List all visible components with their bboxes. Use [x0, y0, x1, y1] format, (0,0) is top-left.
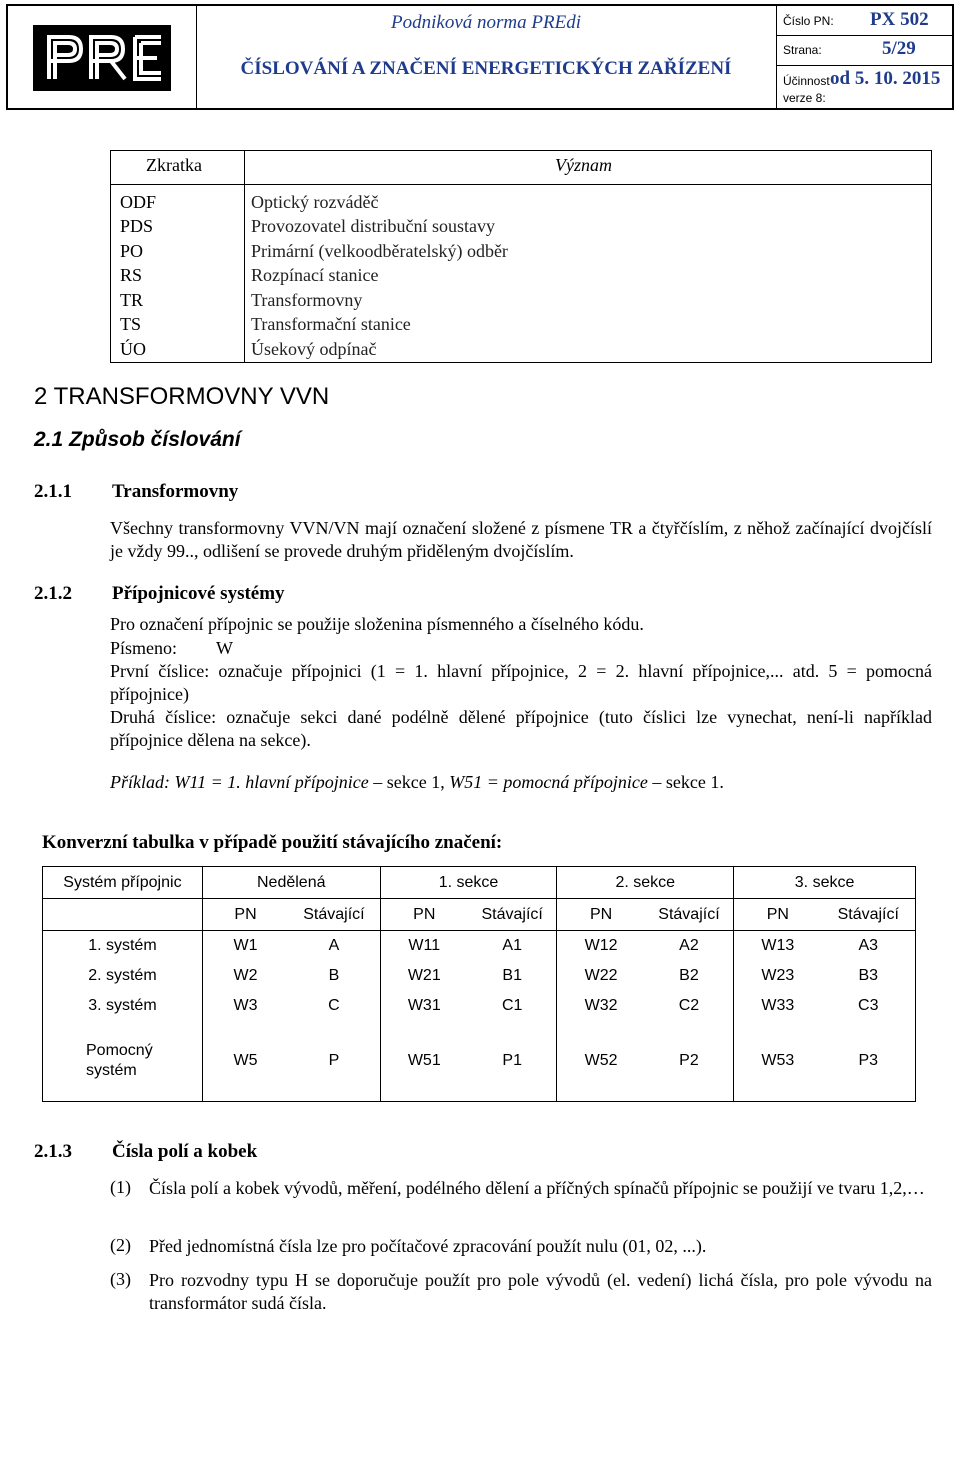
subsection-heading: 2.1 Způsob číslování	[34, 428, 241, 451]
cell: B3	[822, 961, 916, 991]
section-title: Transformovny	[112, 481, 239, 502]
header-stav: Stávající	[822, 899, 916, 931]
abbr-code: TS	[120, 314, 142, 334]
cell: B2	[645, 961, 734, 991]
cell: W22	[584, 966, 618, 984]
list-item: Čísla polí a kobek vývodů, měření, podélného dělení a příčných spínačů přípojnic se použijí ve tvaru 1,2,…	[149, 1178, 925, 1198]
cell: W2	[233, 966, 258, 984]
example-part: Příklad: W11 = 1. hlavní přípojnice	[110, 772, 369, 792]
cell: W13	[761, 936, 795, 954]
cell: C1	[468, 991, 557, 1021]
cell: W51	[380, 1021, 468, 1102]
example-part: – sekce 1.	[647, 772, 724, 792]
section-heading: 2 TRANSFORMOVNY VVN	[34, 383, 330, 410]
paragraph: Druhá číslice: označuje sekci dané podélně dělené přípojnice (tuto číslici lze vynechat, není-li například přípojnice dělena na sekce).	[110, 707, 932, 750]
cell: W1	[233, 936, 258, 954]
cell: W33	[761, 996, 795, 1014]
document-header	[6, 4, 954, 110]
empty-cell	[43, 899, 203, 931]
abbr-code: TR	[120, 290, 144, 310]
abbr-meaning: Transformovny	[251, 290, 363, 310]
header-pn: PN	[202, 899, 288, 931]
cell: A3	[822, 931, 916, 961]
table-row	[43, 1021, 916, 1102]
header-info-cell	[776, 6, 954, 108]
paragraph: První číslice: označuje přípojnici (1 = 1. hlavní přípojnice, 2 = 2. hlavní přípojnice,... atd. 5 = pomocná přípojnice)	[110, 661, 932, 704]
cell: A1	[468, 931, 557, 961]
pre-logo	[33, 25, 171, 91]
abbr-code: RS	[120, 265, 143, 285]
ucinnost-label: Účinnost	[783, 74, 830, 88]
abbreviation-table	[110, 150, 932, 363]
cell: W52	[557, 1021, 645, 1102]
header-stav: Stávající	[468, 899, 557, 931]
list-number: (2)	[110, 1235, 131, 1255]
header-group: Nedělená	[202, 867, 380, 899]
cell: C2	[645, 991, 734, 1021]
cislo-value: PX 502	[870, 9, 929, 30]
row-name: 2. systém	[43, 961, 203, 991]
example-line	[110, 772, 724, 793]
cell: P3	[822, 1021, 916, 1102]
col-header-meaning: Význam	[555, 155, 612, 175]
list-item: Pro rozvodny typu H se doporučuje použít pro pole vývodů (el. vedení) lichá čísla, pro pole vývodu na transformátor sudá čísla.	[149, 1270, 932, 1313]
header-pn: PN	[380, 899, 468, 931]
table-row	[43, 961, 916, 991]
pismeno-label: Písmeno:	[110, 638, 178, 658]
header-stav: Stávající	[288, 899, 380, 931]
ucinnost-value: od 5. 10. 2015	[830, 68, 941, 89]
abbr-meaning: Rozpínací stanice	[251, 265, 379, 285]
abbr-meaning: Transformační stanice	[251, 314, 411, 334]
cell: W31	[407, 996, 441, 1014]
row-name: 1. systém	[43, 931, 203, 961]
cell: W32	[584, 996, 618, 1014]
conversion-table	[42, 866, 916, 1102]
cell: W21	[407, 966, 441, 984]
cell: C3	[822, 991, 916, 1021]
conversion-title: Konverzní tabulka v případě použití stávajícího značení:	[42, 832, 503, 853]
abbr-meaning: Optický rozváděč	[251, 192, 379, 212]
example-part: W51 = pomocná přípojnice	[449, 772, 648, 792]
section-title: Čísla polí a kobek	[112, 1141, 258, 1162]
section-title: Přípojnicové systémy	[112, 583, 285, 604]
logo-cell	[8, 6, 197, 108]
paragraph-line: Pro označení přípojnic se použije složenina písmenného a číselného kódu.	[110, 614, 644, 634]
abbr-code: PDS	[120, 216, 154, 236]
col-header-abbr: Zkratka	[146, 155, 202, 175]
list-number: (1)	[110, 1177, 131, 1197]
cell: P1	[468, 1021, 557, 1102]
document-title: ČÍSLOVÁNÍ A ZNAČENÍ ENERGETICKÝCH ZAŘÍZENÍ	[240, 58, 732, 79]
cislo-label: Číslo PN:	[783, 14, 834, 28]
cell: B1	[468, 961, 557, 991]
ucinnost-row	[776, 65, 954, 108]
header-pn: PN	[557, 899, 645, 931]
aux-name-line: Pomocný	[86, 1041, 153, 1059]
section-number: 2.1.2	[34, 583, 72, 604]
list-item: Před jednomístná čísla lze pro počítačové zpracování použít nulu (01, 02, ...).	[149, 1236, 707, 1256]
strana-row	[776, 35, 954, 66]
header-system: Systém přípojnic	[43, 867, 203, 899]
abbr-code: ODF	[120, 192, 157, 212]
table-row	[43, 991, 916, 1021]
cell: P2	[645, 1021, 734, 1102]
cell: W11	[408, 936, 441, 954]
row-name: 3. systém	[43, 991, 203, 1021]
strana-label: Strana:	[783, 43, 822, 57]
aux-name-line: systém	[86, 1061, 137, 1079]
section-number: 2.1.1	[34, 481, 72, 502]
strana-value: 5/29	[882, 38, 916, 59]
abbr-meaning: Primární (velkoodběratelský) odběr	[251, 241, 508, 261]
cell: W12	[584, 936, 618, 954]
section-number: 2.1.3	[34, 1141, 72, 1162]
row-name	[43, 1021, 203, 1102]
header-group: 2. sekce	[557, 867, 734, 899]
pre-logo-icon	[33, 25, 171, 91]
verze-label: verze 8:	[783, 91, 826, 105]
header-stav: Stávající	[645, 899, 734, 931]
header-group: 1. sekce	[380, 867, 557, 899]
abbr-code: PO	[120, 241, 144, 261]
abbr-meaning: Úsekový odpínač	[251, 339, 377, 359]
table-row	[43, 931, 916, 961]
header-title-cell	[196, 6, 777, 108]
cell: W3	[233, 996, 258, 1014]
cell: W23	[761, 966, 795, 984]
pismeno-value: W	[216, 638, 233, 658]
paragraph: Všechny transformovny VVN/VN mají označení složené z písmene TR a čtyřčíslím, z něhož začínající dvojčíslí je vždy 99.., odlišení se provede druhým přiděleným dvojčíslím.	[110, 518, 932, 561]
header-group: 3. sekce	[734, 867, 916, 899]
cell: C	[288, 991, 380, 1021]
example-part: – sekce 1,	[368, 772, 450, 792]
abbr-meaning: Provozovatel distribuční soustavy	[251, 216, 495, 236]
cell: P	[288, 1021, 380, 1102]
abbr-code: ÚO	[120, 339, 146, 359]
cell: W5	[202, 1021, 288, 1102]
header-pn: PN	[734, 899, 822, 931]
cell: A	[288, 931, 380, 961]
norm-name: Podniková norma PREdi	[391, 12, 581, 33]
list-number: (3)	[110, 1269, 131, 1289]
cell: A2	[645, 931, 734, 961]
cell: B	[288, 961, 380, 991]
cislo-row	[776, 6, 954, 36]
cell: W53	[734, 1021, 822, 1102]
